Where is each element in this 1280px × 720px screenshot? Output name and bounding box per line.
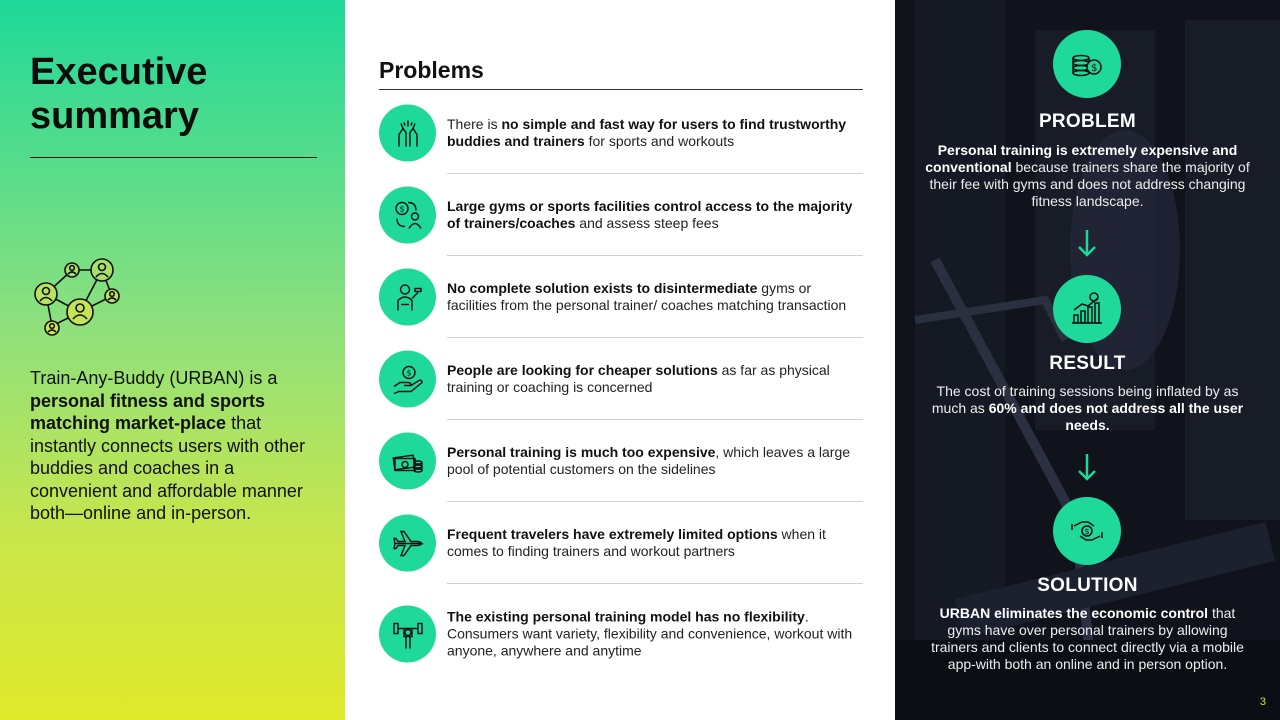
problem-item xyxy=(379,256,863,338)
svg-text:$: $ xyxy=(1091,63,1098,74)
problems-panel xyxy=(345,0,895,720)
solution-description: URBAN eliminates the economic control that gyms have over personal trainers by allowing trainers and clients to connect directly via a mobile app-with both an online and in person option. xyxy=(931,605,1244,672)
result-description: The cost of training sessions being inflated by as much as 60% and does not address all the user needs. xyxy=(931,383,1244,433)
flow-panel xyxy=(895,0,1280,720)
arrow-down-icon xyxy=(1077,228,1097,258)
solution-title: SOLUTION xyxy=(1037,575,1138,596)
money-exchange-person-icon xyxy=(379,187,436,244)
high-five-icon xyxy=(379,105,436,162)
hand-coin-icon xyxy=(379,351,436,408)
problem-item xyxy=(379,174,863,256)
problem-text: People are looking for cheaper solutions as far as physical training or coaching is concerned xyxy=(447,362,830,395)
problem-text: Frequent travelers have extremely limited options when it comes to finding trainers and workout partners xyxy=(447,526,826,559)
problem-description: Personal training is extremely expensive and conventional because trainers share the majority of their fee with gyms and does not address changing fitness landscape. xyxy=(925,142,1250,209)
trainer-dumbbell-icon xyxy=(379,269,436,326)
title-divider xyxy=(30,157,317,158)
problem-title: PROBLEM xyxy=(1038,111,1137,132)
hands-exchange-icon xyxy=(1053,497,1121,565)
result-title: RESULT xyxy=(1049,353,1126,374)
problem-text: Large gyms or sports facilities control access to the majority of trainers/coaches and assess steep fees xyxy=(447,198,853,231)
svg-text:$: $ xyxy=(399,204,405,213)
summary-panel xyxy=(0,0,345,720)
problem-text: Personal training is much too expensive, which leaves a large pool of potential customers on the sidelines xyxy=(447,444,851,477)
problem-item xyxy=(379,338,863,420)
problem-item xyxy=(379,502,863,584)
coins-dollar-icon xyxy=(1053,30,1121,98)
problem-item xyxy=(379,593,863,675)
summary-description: Train-Any-Buddy (URBAN) is a personal fitness and sports matching market-place that instantly connects users with other buddies and coaches in a convenient and affordable manner both—online and in-person. xyxy=(30,368,306,523)
problem-text: There is no simple and fast way for users to find trustworthy buddies and trainers for sports and workouts xyxy=(447,116,847,149)
growth-chart-icon xyxy=(1053,275,1121,343)
problem-text: The existing personal training model has no flexibility. Consumers want variety, flexibility and convenience, workout with anyone, anywhere and anytime xyxy=(447,608,853,659)
problems-divider xyxy=(379,89,863,90)
page-number: 3 xyxy=(1259,696,1266,708)
problem-item xyxy=(379,92,863,174)
problem-item xyxy=(379,420,863,502)
page-title: Executive summary xyxy=(30,51,208,137)
item-separator xyxy=(447,583,863,584)
cash-stack-icon xyxy=(379,433,436,490)
svg-text:$: $ xyxy=(1084,527,1090,536)
weightlifter-icon xyxy=(379,606,436,663)
problem-text: No complete solution exists to disintermediate gyms or facilities from the personal trainer/ coaches matching transaction xyxy=(447,280,847,313)
people-network-icon xyxy=(30,256,122,338)
problems-heading: Problems xyxy=(379,57,484,83)
svg-text:$: $ xyxy=(406,368,412,377)
arrow-down-icon xyxy=(1077,452,1097,482)
airplane-icon xyxy=(379,515,436,572)
